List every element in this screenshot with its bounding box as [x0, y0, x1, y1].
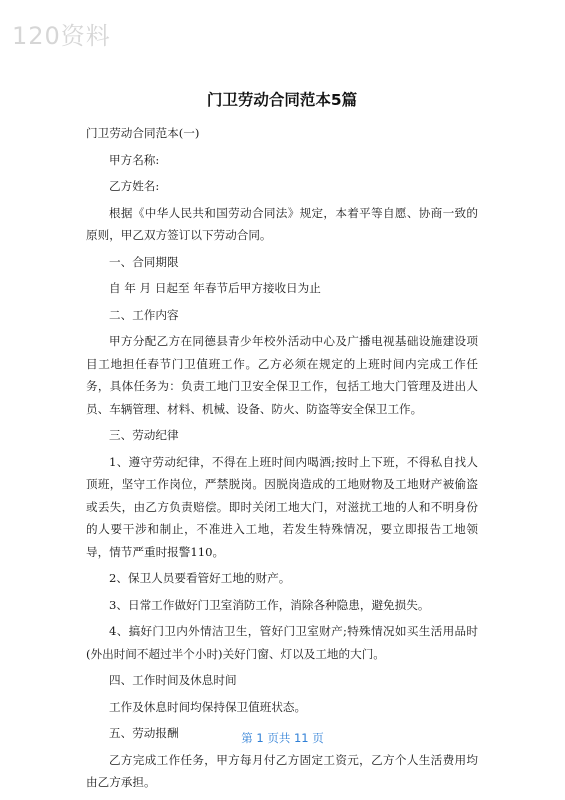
paragraph: 二、工作内容 [109, 307, 179, 322]
paragraph: 4、搞好门卫内外情洁卫生，管好门卫室财产;特殊情况如买生活用品时(外出时间不超过半个小时)关好门窗、灯以及工地的大门。 [86, 624, 478, 661]
watermark: 120资料 [12, 22, 111, 50]
paragraph: 1、遵守劳动纪律，不得在上班时间内喝酒;按时上下班，不得私自找人顶班，坚守工作岗位，严禁脱岗。因脱岗造成的工地财物及工地财产被偷盗或丢失，由乙方负责赔偿。即时关闭工地大门，对滋扰工地的人和不明身份的人要干涉和制止，不准进入工地，若发生特殊情况，要立即报告工地领导，情节严重时报警110。 [86, 454, 478, 559]
paragraph: 一、合同期限 [109, 254, 179, 269]
paragraph: 门卫劳动合同范本(一) [86, 126, 200, 140]
paragraph: 根据《中华人民共和国劳动合同法》规定，本着平等自愿、协商一致的原则，甲乙双方签订以下劳动合同。 [86, 205, 478, 242]
document-title: 门卫劳动合同范本5篇 [206, 91, 358, 109]
paragraph: 2、保卫人员要看管好工地的财产。 [109, 571, 291, 585]
paragraph-list [86, 122, 478, 794]
paragraph: 三、劳动纪律 [109, 428, 179, 442]
paragraph: 3、日常工作做好门卫室消防工作，消除各种隐患，避免损失。 [109, 597, 430, 612]
paragraph: 自 年 月 日起至 年春节后甲方接收日为止 [109, 281, 321, 295]
paragraph: 乙方完成工作任务，甲方每月付乙方固定工资元，乙方个人生活费用均由乙方承担。 [86, 752, 478, 789]
paragraph: 甲方分配乙方在同德县青少年校外活动中心及广播电视基础设施建设项目工地担任春节门卫值班工作。乙方必须在规定的上班时间内完成工作任务，具体任务为：负责工地门卫安全保卫工作，包括工地大门管理及进出人员、车辆管理、材料、机械、设备、防火、防盗等安全保卫工作。 [86, 334, 478, 416]
paragraph: 五、劳动报酬 [109, 726, 179, 740]
paragraph: 工作及休息时间均保持保卫值班状态。 [109, 699, 307, 714]
paragraph: 乙方姓名: [109, 179, 160, 193]
paragraph: 四、工作时间及休息时间 [109, 673, 237, 687]
page-footer: 第 1 页共 11 页 [241, 731, 324, 745]
paragraph: 甲方名称: [109, 152, 160, 167]
document-body [86, 88, 478, 798]
